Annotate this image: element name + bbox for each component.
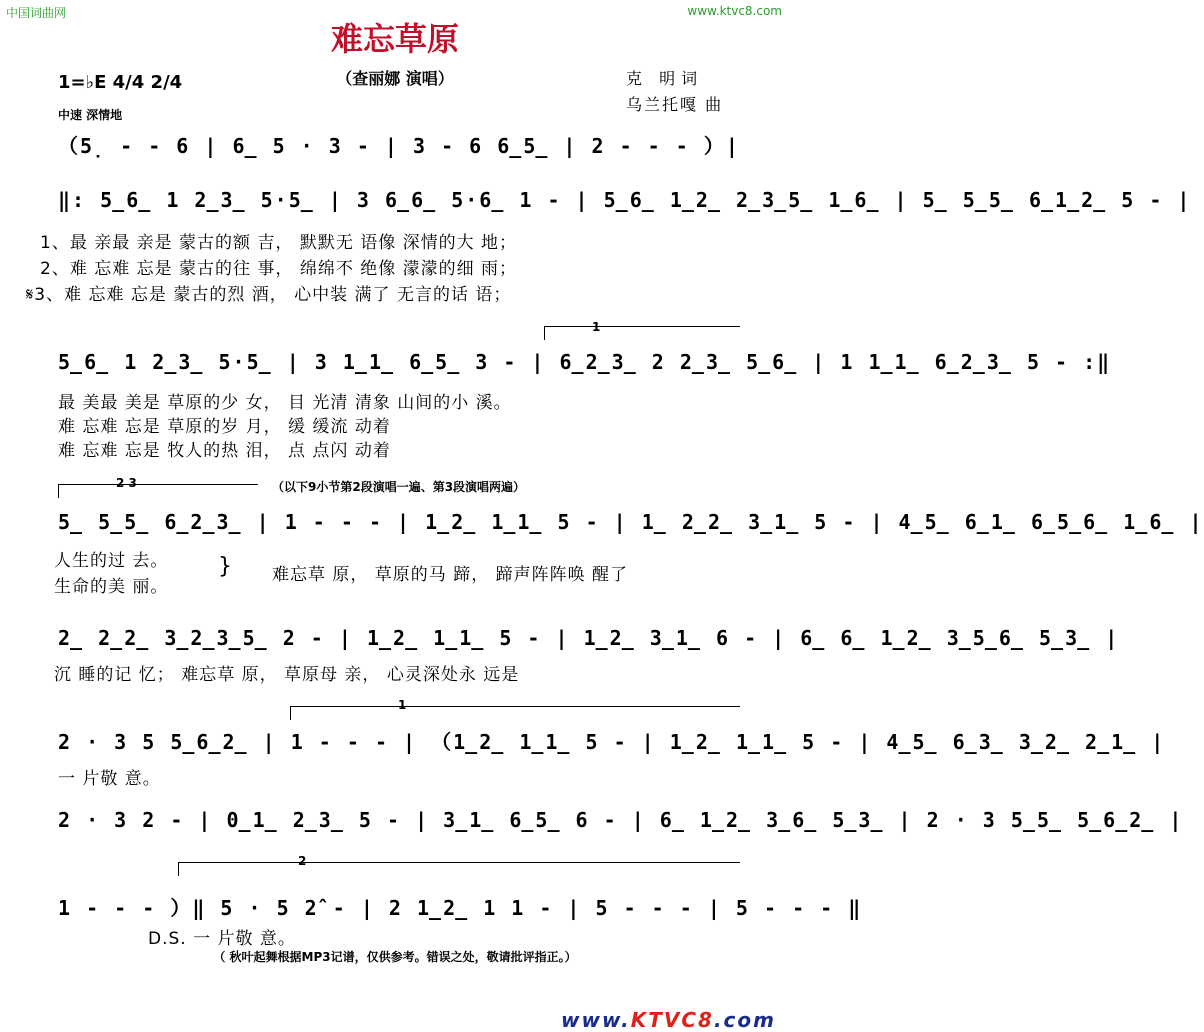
intro-notes: （5̣ - - 6 | 6̲ 5 · 3 - | 3 - 6 6̲5̲ | 2 - - - ）| [58, 134, 740, 158]
repeat-instruction: （以下9小节第2段演唱一遍、第3段演唱两遍） [272, 480, 526, 494]
verse-b-notes: 5̲6̲ 1 2̲3̲ 5·5̲ | 3 1̲1̲ 6̲5̲ 3 - | 6̲2̲3̲ 2 2̲3̲ 5̲6̲ | 1 1̲1̲ 6̲2̲3̲ 5 - :‖ [58, 350, 1112, 374]
verse-a-notes: ‖: 5̲6̲ 1 2̲3̲ 5·5̲ | 3 6̲6̲ 5·6̲ 1 - | 5̲6̲ 1̲2̲ 2̲3̲5̲ 1̲6̲ | 5̲ 5̲5̲ 6̲1̲2̲ 5 - | [58, 188, 1192, 212]
ending-2-lyrics: 人生的过 去。 [54, 551, 169, 571]
verse-2-lyrics-a: 2、难 忘难 忘是 蒙古的往 事， 绵绵不 绝像 濛濛的细 雨； [40, 259, 518, 279]
ending-lyrics: D.S. 一 片敬 意。 [148, 929, 296, 949]
transcriber-footnote: （ 秋叶起舞根据MP3记谱，仅供参考。错误之处，敬请批评指正。） [213, 950, 577, 964]
ending-notes: 1 - - - ）‖ 5 · 5 2̂ - | 2 1̲2̲ 1 1 - | 5 - - - | 5 - - - ‖ [58, 896, 863, 920]
verse-3-lyrics-b: 难 忘难 忘是 牧人的热 泪， 点 点闪 动着 [58, 441, 391, 461]
volta-2-3-label: 2 3 [116, 476, 137, 490]
key-signature: 1=♭E 4/4 2/4 [58, 72, 183, 93]
coda-lyrics-a: 一 片敬 意。 [58, 769, 161, 789]
composer-credit: 乌兰托嘎 曲 [626, 95, 724, 114]
lyricist-credit: 克 明词 [626, 69, 704, 88]
verse-1-lyrics-a: 1、最 亲最 亲是 蒙古的额 吉， 默默无 语像 深情的大 地； [40, 233, 518, 253]
verse-1-lyrics-b: 最 美最 美是 草原的少 女， 目 光清 清象 山间的小 溪。 [58, 393, 512, 413]
interlude-notes: 2 · 3 2 - | 0̲1̲ 2̲3̲ 5 - | 3̲1̲ 6̲5̲ 6 - | 6̲ 1̲2̲ 3̲6̲ 5̲3̲ | 2 · 3 5̲5̲ 5̲6̲2̲ | [58, 808, 1184, 832]
coda-notes-a: 2 · 3 5 5̲6̲2̲ | 1 - - - | （1̲2̲ 1̲1̲ 5 - | 1̲2̲ 1̲1̲ 5 - | 4̲5̲ 6̲3̲ 3̲2̲ 2̲1̲ | [58, 730, 1166, 754]
chorus-notes: 2̲ 2̲2̲ 3̲2̲3̲5̲ 2 - | 1̲2̲ 1̲1̲ 5 - | 1̲2̲ 3̲1̲ 6 - | 6̲ 6̲ 1̲2̲ 3̲5̲6̲ 5̲3̲ | [58, 626, 1120, 650]
chorus-lyrics-a: 难忘草 原， 草原的马 蹄， 蹄声阵阵唤 醒了 [272, 565, 629, 585]
watermark-bottom-logo: www.KTVC8.com [560, 1008, 776, 1032]
chorus-lyrics-b: 沉 睡的记 忆； 难忘草 原， 草原母 亲， 心灵深处永 远是 [54, 665, 520, 685]
watermark-site-url: www.ktvc8.com [687, 4, 782, 18]
volta-1-label: 1 [592, 320, 601, 334]
ending-3-lyrics: 生命的美 丽。 [54, 577, 169, 597]
brace: } [218, 554, 233, 579]
song-title: 难忘草原 [330, 20, 459, 58]
verse-3-lyrics-a: 𝄋3、难 忘难 忘是 蒙古的烈 酒， 心中装 满了 无言的话 语； [26, 285, 512, 305]
verse-2-lyrics-b: 难 忘难 忘是 草原的岁 月， 缓 缓流 动着 [58, 417, 391, 437]
volta-2b-label: 2 [298, 854, 307, 868]
bridge-notes: 5̲ 5̲5̲ 6̲2̲3̲ | 1 - - - | 1̲2̲ 1̲1̲ 5 - | 1̲ 2̲2̲ 3̲1̲ 5 - | 4̲5̲ 6̲1̲ 6̲5̲6̲ 1̲6̲ | [58, 510, 1204, 534]
volta-1b-label: 1 [398, 698, 407, 712]
singer-credit: （查丽娜 演唱） [336, 69, 454, 88]
tempo-marking: 中速 深情地 [58, 108, 123, 122]
watermark-site-name: 中国词曲网 [6, 6, 67, 20]
